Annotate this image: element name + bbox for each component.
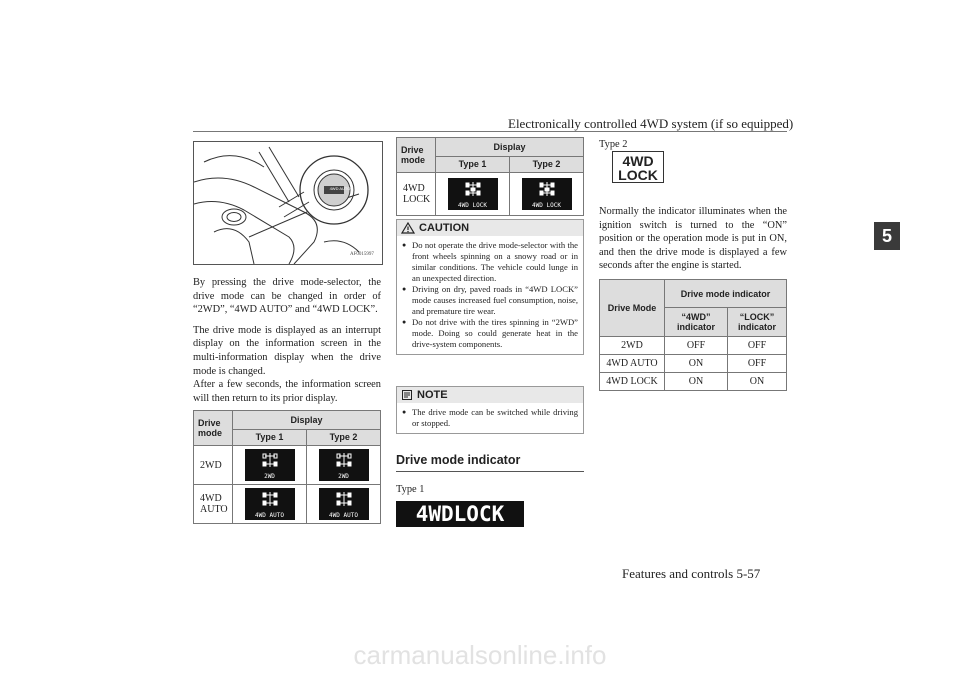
table-row — [600, 337, 787, 355]
mode-cell: 2WD — [194, 446, 233, 485]
col-type2: Type 2 — [307, 429, 381, 445]
list-item: ● Driving on dry, paved roads in “4WD LOCK” mode causes increased fuel consumption, noise, and premature tire wear. — [402, 284, 578, 317]
page-header-title: Electronically controlled 4WD system (if so equipped) — [508, 116, 794, 131]
type2-label: Type 2 — [599, 139, 628, 150]
section-heading: Drive mode indicator — [396, 453, 521, 467]
col-indicator: Drive mode indicator — [665, 280, 787, 308]
note-box — [396, 386, 584, 434]
drivetrain-icon — [336, 491, 352, 507]
caution-list — [397, 236, 583, 354]
4wd-lock-display-icon — [448, 178, 498, 210]
table-row — [194, 485, 381, 524]
icon-caption: 2WD — [264, 473, 275, 480]
col-lock-indicator: “LOCK” indicator — [728, 308, 787, 337]
4wd-cell: ON — [665, 355, 728, 373]
col-display: Display — [233, 411, 381, 430]
knob-label: 4WD AUTO — [329, 186, 351, 191]
drivetrain-icon — [262, 452, 278, 468]
list-item: ● The drive mode can be switched while driving or stopped. — [402, 407, 578, 429]
type2-cell — [307, 485, 381, 524]
table-row — [194, 446, 381, 485]
indicator-table — [599, 279, 787, 391]
lock-cell: OFF — [728, 337, 787, 355]
type2-cell — [307, 446, 381, 485]
type2-cell — [510, 173, 584, 216]
indicator-paragraph-block — [599, 205, 787, 273]
note-title: NOTE — [417, 389, 448, 401]
note-header — [397, 387, 583, 403]
figure-code: AF0015997 — [350, 252, 374, 257]
icon-caption: 4WD LOCK — [532, 202, 561, 209]
type1-cell — [233, 485, 307, 524]
caution-box — [396, 219, 584, 355]
caution-header — [397, 220, 583, 236]
table-row — [600, 373, 787, 391]
table-row — [397, 173, 584, 216]
2wd-display-icon — [319, 449, 369, 481]
type1-cell — [436, 173, 510, 216]
page-footer: Features and controls 5-57 — [622, 566, 761, 581]
note-list — [397, 403, 583, 433]
watermark: carmanualsonline.info — [353, 640, 607, 670]
table-row — [600, 355, 787, 373]
left-column-text — [193, 276, 381, 405]
lock-cell: ON — [728, 373, 787, 391]
mode-cell: 4WD LOCK — [397, 173, 436, 216]
4wd-cell: OFF — [665, 337, 728, 355]
mode-cell: 4WD AUTO — [194, 485, 233, 524]
mode-cell: 4WD AUTO — [600, 355, 665, 373]
header-rule — [193, 131, 787, 132]
chapter-tab: 5 — [874, 222, 900, 250]
warning-triangle-icon — [401, 222, 415, 234]
intro-paragraph: By pressing the drive mode-selector, the drive mode can be changed in order of “2WD”, “4WD AUTO” and “4WD LOCK”. — [193, 277, 381, 316]
display-paragraph: The drive mode is displayed as an interrupt display on the information screen in the multi-information display when the drive mode is changed. — [193, 324, 381, 377]
type1-cell — [233, 446, 307, 485]
indicator-line-lock: LOCK — [618, 167, 658, 183]
2wd-display-icon — [245, 449, 295, 481]
type1-label: Type 1 — [396, 484, 425, 495]
indicator-line-4wd: 4WD — [622, 153, 654, 169]
icon-caption: 2WD — [338, 473, 349, 480]
mode-cell: 4WD LOCK — [600, 373, 665, 391]
display-table-2 — [396, 137, 584, 216]
col-display: Display — [436, 138, 584, 157]
icon-caption: 4WD LOCK — [458, 202, 487, 209]
col-drive-mode: Drive mode — [194, 411, 233, 446]
4wd-auto-display-icon — [245, 488, 295, 520]
col-type1: Type 1 — [233, 429, 307, 445]
icon-caption: 4WD AUTO — [329, 512, 358, 519]
drivetrain-icon — [262, 491, 278, 507]
4wd-cell: ON — [665, 373, 728, 391]
4wd-lock-indicator-type2 — [612, 151, 664, 183]
col-4wd-indicator: “4WD” indicator — [665, 308, 728, 337]
4wd-lock-display-icon — [522, 178, 572, 210]
list-item: ● Do not drive with the tires spinning in “2WD” mode. Doing so could generate heat in the drive-system components. — [402, 317, 578, 350]
4wd-lock-indicator-type1: 4WDLOCK — [396, 501, 524, 527]
console-drawing — [194, 142, 382, 264]
col-drive-mode: Drive mode — [397, 138, 436, 173]
section-rule — [396, 471, 584, 472]
drive-mode-selector-illustration — [193, 141, 383, 265]
col-type1: Type 1 — [436, 156, 510, 172]
drivetrain-icon — [465, 181, 481, 197]
list-item: ● Do not operate the drive mode-selector with the front wheels spinning on a snowy road or in similar conditions. The vehicle could lunge in an unexpected direction. — [402, 240, 578, 284]
4wd-auto-display-icon — [319, 488, 369, 520]
return-paragraph: After a few seconds, the information screen will then return to its prior display. — [193, 379, 381, 404]
indicator-paragraph: Normally the indicator illuminates when the ignition switch is turned to the “ON” position or the operation mode is put in ON, and then the drive mode is displayed a few seconds after the engine is started. — [599, 206, 787, 272]
lock-cell: OFF — [728, 355, 787, 373]
display-table-1 — [193, 410, 381, 524]
note-icon — [401, 389, 413, 401]
mode-cell: 2WD — [600, 337, 665, 355]
drivetrain-icon — [336, 452, 352, 468]
col-type2: Type 2 — [510, 156, 584, 172]
col-drive-mode: Drive Mode — [600, 280, 665, 337]
drivetrain-icon — [539, 181, 555, 197]
caution-title: CAUTION — [419, 222, 470, 234]
icon-caption: 4WD AUTO — [255, 512, 284, 519]
